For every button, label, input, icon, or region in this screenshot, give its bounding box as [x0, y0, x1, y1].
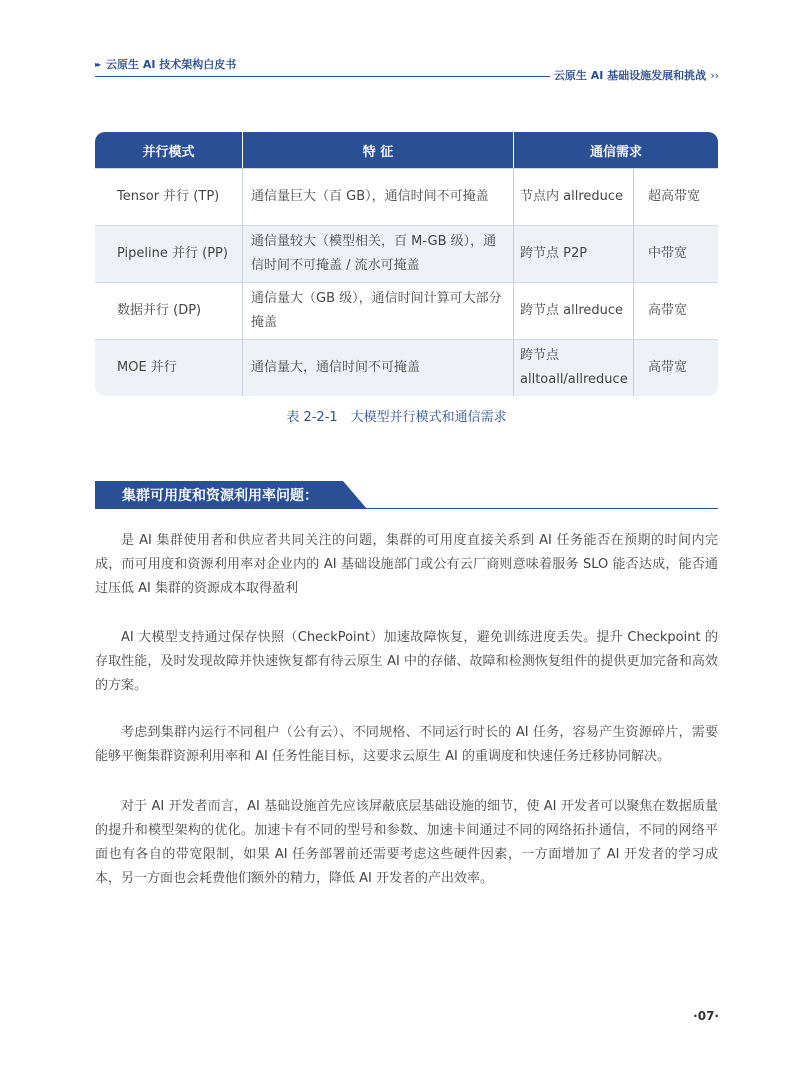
- paragraph: 对于 AI 开发者而言，AI 基础设施首先应该屏蔽底层基础设施的细节，使 AI 开发者可以聚焦在数据质量的提升和模型架构的优化。加速卡有不同的型号和参数、加速卡间通过不同的网络拓扑通信，不同的网络平面也有各自的带宽限制，如果 AI 任务部署前还需要考虑这些硬件因素，一方面增加了 AI 开发者的学习成本，另一方面也会耗费他们额外的精力，降低 AI 开发者的产出效率。: [95, 799, 718, 886]
- cell-mode: MOE 并行: [95, 339, 243, 396]
- section-heading: [95, 481, 718, 509]
- parallel-modes-table: [95, 132, 718, 396]
- heading-rule: [95, 508, 718, 509]
- table-row: [95, 282, 718, 339]
- running-header-right: [554, 67, 719, 83]
- document-title: 云原生 AI 技术架构白皮书: [106, 58, 237, 71]
- section-title: 集群可用度和资源利用率问题：: [122, 488, 318, 504]
- cell-feature: 通信量巨大（百 GB），通信时间不可掩盖: [243, 168, 514, 225]
- cell-requirement: 跨节点 P2P: [514, 225, 634, 282]
- page-number: ·07·: [693, 1009, 719, 1023]
- chevron-right-icon: ››: [710, 69, 719, 82]
- cell-requirement: 节点内 allreduce: [514, 168, 634, 225]
- header-feature: 特 征: [243, 132, 514, 168]
- cell-mode: 数据并行 (DP): [95, 282, 243, 339]
- header-rule: [95, 76, 550, 77]
- cell-bandwidth: 高带宽: [634, 339, 718, 396]
- cell-requirement: 跨节点 alltoall/allreduce: [514, 339, 634, 396]
- cell-mode: Pipeline 并行 (PP): [95, 225, 243, 282]
- table-row: [95, 339, 718, 396]
- header-mode: 并行模式: [95, 132, 243, 168]
- running-header-left: [95, 56, 236, 72]
- table-caption: 表 2-2-1 大模型并行模式和通信需求: [286, 410, 507, 425]
- cell-feature: 通信量大（GB 级），通信时间计算可大部分掩盖: [243, 282, 514, 339]
- table-row: [95, 168, 718, 225]
- cell-requirement: 跨节点 allreduce: [514, 282, 634, 339]
- paragraph: 是 AI 集群使用者和供应者共同关注的问题，集群的可用度直接关系到 AI 任务能否在预期的时间内完成，而可用度和资源利用率对企业内的 AI 基础设施部门或公有云厂商则意味着服务 SLO 能否达成，能否通过压低 AI 集群的资源成本取得盈利: [95, 533, 718, 596]
- table-row: [95, 225, 718, 282]
- paragraph: AI 大模型支持通过保存快照（CheckPoint）加速故障恢复，避免训练进度丢失。提升 Checkpoint 的存取性能，及时发现故障并快速恢复都有待云原生 AI 中的存储、故障和检测恢复组件的提供更加完备和高效的方案。: [95, 630, 718, 693]
- chapter-title: 云原生 AI 基础设施发展和挑战: [553, 69, 707, 82]
- cell-bandwidth: 高带宽: [634, 282, 718, 339]
- cell-bandwidth: 中带宽: [634, 225, 718, 282]
- cell-mode: Tensor 并行 (TP): [95, 168, 243, 225]
- cell-feature: 通信量大，通信时间不可掩盖: [243, 339, 514, 396]
- header-requirement: 通信需求: [514, 132, 718, 168]
- cell-bandwidth: 超高带宽: [634, 168, 718, 225]
- double-arrow-icon: ▸▸: [95, 59, 100, 69]
- cell-feature: 通信量较大（模型相关，百 M-GB 级），通信时间不可掩盖 / 流水可掩盖: [243, 225, 514, 282]
- paragraph: 考虑到集群内运行不同租户（公有云）、不同规格、不同运行时长的 AI 任务，容易产生资源碎片，需要能够平衡集群资源利用率和 AI 任务性能目标，这要求云原生 AI 的重调度和快速任务迁移协同解决。: [95, 725, 718, 764]
